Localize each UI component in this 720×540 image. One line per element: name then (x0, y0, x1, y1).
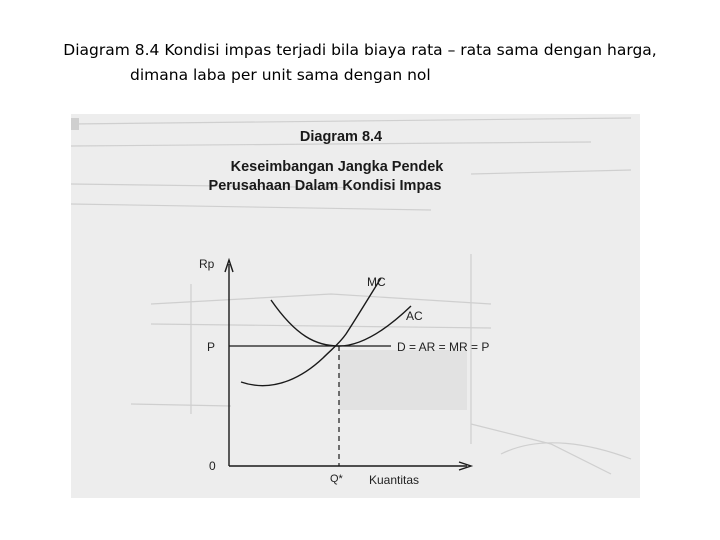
quantity-label: Q* (330, 473, 343, 485)
figure-heading: Diagram 8.4 (299, 129, 383, 145)
slide-title-line-2: dimana laba per unit sama dengan nol (130, 66, 431, 84)
ac-curve (271, 300, 411, 346)
price-label: P (207, 340, 216, 354)
y-axis-label: Rp (199, 257, 215, 271)
demand-label: D = AR = MR = P (397, 340, 490, 354)
shaded-area (339, 350, 467, 410)
figure-svg (71, 114, 640, 498)
slide-title-line-1: Diagram 8.4 Kondisi impas terjadi bila biaya rata – rata sama dengan harga, (63, 41, 657, 59)
slide-title (0, 38, 720, 88)
x-axis-label: Kuantitas (369, 473, 420, 487)
figure-subheading-1: Keseimbangan Jangka Pendek (230, 159, 444, 175)
mc-label: MC (367, 275, 386, 289)
bleed-through-text (71, 118, 79, 130)
ac-label: AC (406, 309, 423, 323)
origin-label: 0 (209, 459, 216, 473)
figure-subheading-2: Perusahaan Dalam Kondisi Impas (208, 178, 442, 194)
scanned-figure (71, 114, 640, 498)
